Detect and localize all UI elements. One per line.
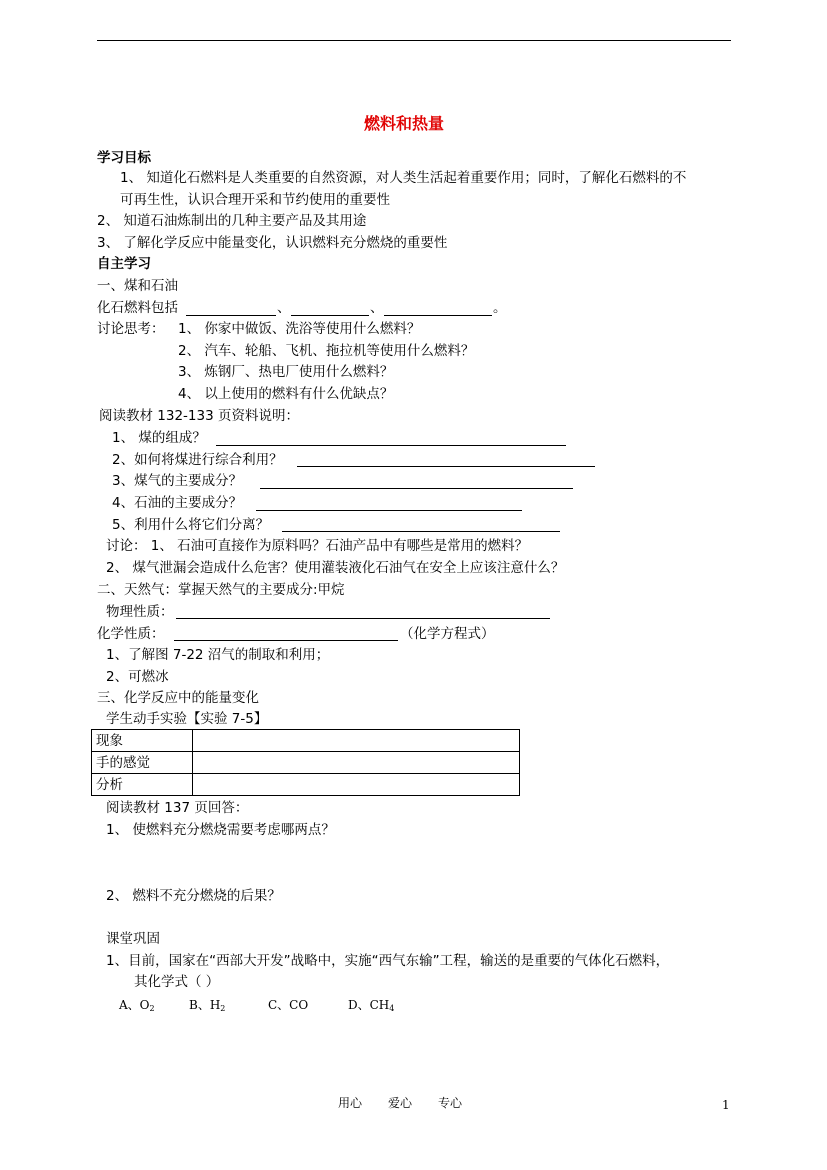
discussion-q1: 1、 你家中做饭、洗浴等使用什么燃料？ (178, 321, 421, 337)
exercise-1-line-a: 1、目前，国家在“西部大开发”战略中，实施“西气东输”工程，输送的是重要的气体化石燃料， (106, 953, 670, 969)
option-b (189, 997, 225, 1017)
table-row (92, 730, 520, 752)
fossil-fuel-label: 化石燃料包括 (97, 300, 178, 316)
fossil-blank-3 (384, 315, 492, 316)
exercise-1-line-b: 其化学式（ ） (134, 974, 220, 990)
chemical-equation-note: （化学方程式） (400, 626, 495, 642)
table-cell-answer (193, 774, 520, 796)
fossil-sep-2: 、 (370, 300, 384, 316)
section-self-study-heading: 自主学习 (97, 256, 151, 272)
option-d-text: D、CH (348, 998, 390, 1012)
header-rule (97, 40, 731, 41)
answer-q2: 2、 燃料不充分燃烧的后果？ (106, 888, 281, 904)
discussion-2-line-b: 2、 煤气泄漏会造成什么危害？使用灌装液化石油气在安全上应该注意什么？ (106, 560, 565, 576)
goal-1-line-b: 可再生性，认识合理开采和节约使用的重要性 (120, 192, 390, 208)
option-b-subscript: 2 (220, 1004, 226, 1013)
answer-q1: 1、 使燃料充分燃烧需要考虑哪两点？ (106, 822, 335, 838)
reading-q2-blank (297, 466, 595, 467)
fossil-blank-2 (291, 315, 369, 316)
fossil-blank-1 (186, 315, 276, 316)
page-title: 燃料和热量 (364, 114, 445, 133)
part-2-heading: 二、天然气：掌握天然气的主要成分:甲烷 (97, 582, 345, 598)
discussion-label: 讨论思考： (97, 321, 165, 337)
option-d (348, 997, 394, 1017)
table-row (92, 752, 520, 774)
reading-q5: 5、利用什么将它们分离？ (112, 517, 270, 533)
reading-q5-blank (282, 531, 560, 532)
table-cell-label: 现象 (92, 730, 193, 752)
goal-2: 2、 知道石油炼制出的几种主要产品及其用途 (97, 213, 367, 229)
goal-3: 3、 了解化学反应中能量变化，认识燃料充分燃烧的重要性 (97, 235, 448, 251)
option-a-text: A、O (119, 998, 150, 1012)
table-cell-label: 分析 (92, 774, 193, 796)
table-cell-answer (193, 730, 520, 752)
option-a (119, 997, 155, 1017)
reading-q4: 4、石油的主要成分？ (112, 495, 243, 511)
option-b-text: B、H (189, 998, 221, 1012)
consolidation-heading: 课堂巩固 (106, 931, 160, 947)
fossil-period: 。 (493, 300, 507, 316)
footer-text-1: 用心 (338, 1096, 363, 1110)
chemical-properties-label: 化学性质： (97, 626, 165, 642)
reading-q3: 3、煤气的主要成分？ (112, 473, 243, 489)
footer-text-2: 爱心 (388, 1096, 413, 1110)
goal-1-line-a: 1、 知道化石燃料是人类重要的自然资源，对人类生活起着重要作用；同时，了解化石燃料的不 (120, 170, 687, 186)
experiment-heading: 学生动手实验【实验 7-5】 (106, 711, 268, 727)
reading-q1-blank (216, 445, 566, 446)
table-cell-answer (193, 752, 520, 774)
physical-properties-label: 物理性质： (106, 604, 174, 620)
footer-text-3: 专心 (438, 1096, 463, 1110)
discussion-q3: 3、 炼钢厂、热电厂使用什么燃料？ (178, 364, 394, 380)
discussion-q2: 2、 汽车、轮船、飞机、拖拉机等使用什么燃料？ (178, 343, 475, 359)
fossil-sep-1: 、 (277, 300, 291, 316)
discussion-2-line-a: 讨论： 1、 石油可直接作为原料吗？石油产品中有哪些是常用的燃料？ (106, 538, 529, 554)
reading-q2: 2、如何将煤进行综合利用？ (112, 452, 283, 468)
reading-q4-blank (256, 510, 522, 511)
experiment-table (91, 729, 520, 796)
reading-q3-blank (260, 488, 573, 489)
option-a-subscript: 2 (149, 1004, 155, 1013)
reading-q1: 1、 煤的组成？ (112, 430, 206, 446)
part-3-heading: 三、化学反应中的能量变化 (97, 690, 259, 706)
table-cell-label: 手的感觉 (92, 752, 193, 774)
note-2: 2、可燃冰 (106, 669, 169, 685)
page-number: 1 (722, 1098, 730, 1112)
option-c: C、CO (268, 998, 309, 1012)
discussion-q4: 4、 以上使用的燃料有什么优缺点？ (178, 386, 394, 402)
reading-instruction-1: 阅读教材 132-133 页资料说明： (99, 408, 299, 424)
physical-properties-blank (176, 618, 550, 619)
reading-instruction-2: 阅读教材 137 页回答： (106, 800, 249, 816)
note-1: 1、了解图 7-22 沼气的制取和利用； (106, 647, 330, 663)
table-row (92, 774, 520, 796)
option-d-subscript: 4 (389, 1004, 395, 1013)
part-1-heading: 一、煤和石油 (97, 278, 178, 294)
section-goals-heading: 学习目标 (97, 150, 151, 166)
chemical-properties-blank (174, 640, 398, 641)
